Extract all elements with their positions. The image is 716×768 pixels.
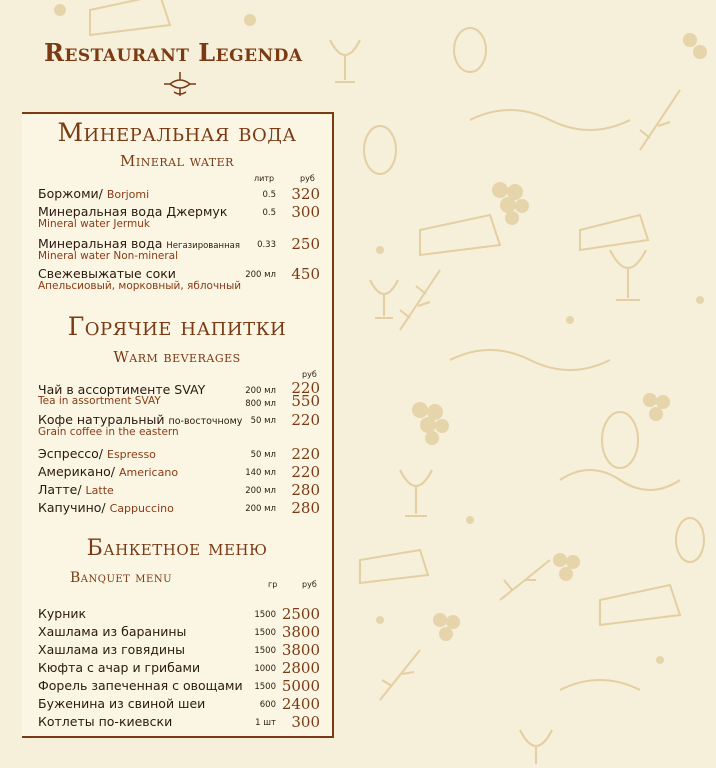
item-name: Буженина из свиной шеи: [38, 696, 206, 711]
item-name: Минеральная вода: [38, 236, 163, 251]
item-price: 5000: [281, 677, 320, 695]
item-qty: 0.5: [262, 190, 276, 200]
item-qty: 1 шт: [255, 718, 276, 728]
item-name: Хашлама из говядины: [38, 642, 186, 657]
item-name: Минеральная вода Джермук: [38, 204, 228, 219]
item-qty: 600: [259, 700, 276, 710]
item-price: 3800: [281, 641, 320, 659]
menu-item: [38, 204, 324, 234]
item-description: Grain coffee in the eastern: [38, 426, 179, 438]
item-description: Апельсиовый, морковный, яблочный: [38, 280, 242, 292]
item-price: 220: [291, 463, 320, 481]
banquet-section-title: Банкетное меню: [86, 536, 268, 561]
item-price: 300: [291, 713, 320, 731]
mineral-price-header: руб: [300, 174, 315, 183]
warm-section-title: Горячие напитки: [67, 312, 287, 341]
item-qty: 50 мл: [250, 450, 276, 460]
item-price: 300: [291, 203, 320, 221]
item-price: 450: [291, 265, 320, 283]
item-note: Негазированная: [166, 241, 240, 251]
banquet-section-subtitle: Banquet menu: [69, 570, 173, 586]
menu-item: [38, 464, 324, 482]
item-qty: 1000: [254, 664, 276, 674]
item-name: Чай в ассортименте SVAY: [38, 382, 206, 397]
item-price: 280: [291, 481, 320, 499]
menu-item: [38, 266, 324, 296]
menu-item: [38, 482, 324, 500]
item-name: Котлеты по-киевски: [38, 714, 173, 729]
item-name: Эспрессо/: [38, 446, 104, 461]
mineral-section-subtitle: Mineral water: [120, 152, 234, 170]
item-description: Mineral water Jermuk: [38, 218, 151, 230]
menu-panel: [22, 112, 334, 738]
title-flourish-ornament: [160, 70, 200, 98]
item-description: Mineral water Non-mineral: [38, 250, 179, 262]
menu-item: [38, 660, 324, 678]
item-name: Американо/: [38, 464, 115, 479]
item-name-en: Borjomi: [106, 188, 150, 201]
menu-item: [38, 236, 324, 266]
item-name-en: Americano: [118, 466, 179, 479]
banquet-qty-header: гр: [268, 580, 278, 589]
item-name-en: Latte: [85, 484, 114, 497]
item-qty: 1500: [254, 646, 276, 656]
menu-item: [38, 186, 324, 204]
item-qty: 0.33: [257, 240, 276, 250]
menu-item: [38, 642, 324, 660]
banquet-price-header: руб: [302, 580, 317, 589]
mineral-qty-header: литр: [254, 174, 275, 183]
warm-section-subtitle: Warm beverages: [113, 348, 241, 366]
item-name: Боржоми/: [38, 186, 103, 201]
item-qty: 1500: [254, 610, 276, 620]
item-qty: 200 мл: [245, 486, 276, 496]
item-qty: 50 мл: [250, 416, 276, 426]
item-price: 280: [291, 499, 320, 517]
item-qty: 1500: [254, 628, 276, 638]
item-price: 2400: [281, 695, 320, 713]
item-price: 2500: [281, 605, 320, 623]
item-price-large: 550: [291, 392, 320, 410]
item-price: 220: [291, 411, 320, 429]
item-description: Tea in assortment SVAY: [38, 395, 161, 407]
item-price: 2800: [281, 659, 320, 677]
item-qty-large: 800 мл: [245, 399, 276, 409]
item-qty: 200 мл: [245, 386, 276, 396]
menu-item: [38, 379, 324, 412]
item-name-en: Cappuccino: [109, 502, 174, 515]
item-name-en: Espresso: [107, 448, 156, 461]
item-price: 220: [291, 379, 320, 397]
menu-item: [38, 714, 324, 732]
item-qty: 200 мл: [245, 504, 276, 514]
menu-item: [38, 412, 324, 442]
item-price: 320: [291, 185, 320, 203]
item-name: Курник: [38, 606, 87, 621]
item-qty: 140 мл: [245, 468, 276, 478]
item-price: 250: [291, 235, 320, 253]
menu-item: [38, 606, 324, 624]
item-name: Хашлама из баранины: [38, 624, 187, 639]
item-name: Форель запеченная с овощами: [38, 678, 243, 693]
menu-item: [38, 446, 324, 464]
item-price: 3800: [281, 623, 320, 641]
item-name: Свежевыжатые соки: [38, 266, 176, 281]
item-name: Капучино/: [38, 500, 106, 515]
item-note: по-восточному: [168, 416, 243, 427]
mineral-section-title: Минеральная вода: [57, 118, 297, 147]
menu-item: [38, 696, 324, 714]
restaurant-title: Restaurant Legenda: [44, 38, 303, 67]
item-qty: 0.5: [262, 208, 276, 218]
menu-item: [38, 500, 324, 518]
item-name: Латте/: [38, 482, 82, 497]
item-name: Кюфта с ачар и грибами: [38, 660, 201, 675]
item-qty: 200 мл: [245, 270, 276, 280]
warm-price-header: руб: [302, 370, 317, 379]
item-price: 220: [291, 445, 320, 463]
menu-item: [38, 624, 324, 642]
item-name: Кофе натуральный: [38, 412, 165, 427]
item-qty: 1500: [254, 682, 276, 692]
menu-item: [38, 678, 324, 696]
